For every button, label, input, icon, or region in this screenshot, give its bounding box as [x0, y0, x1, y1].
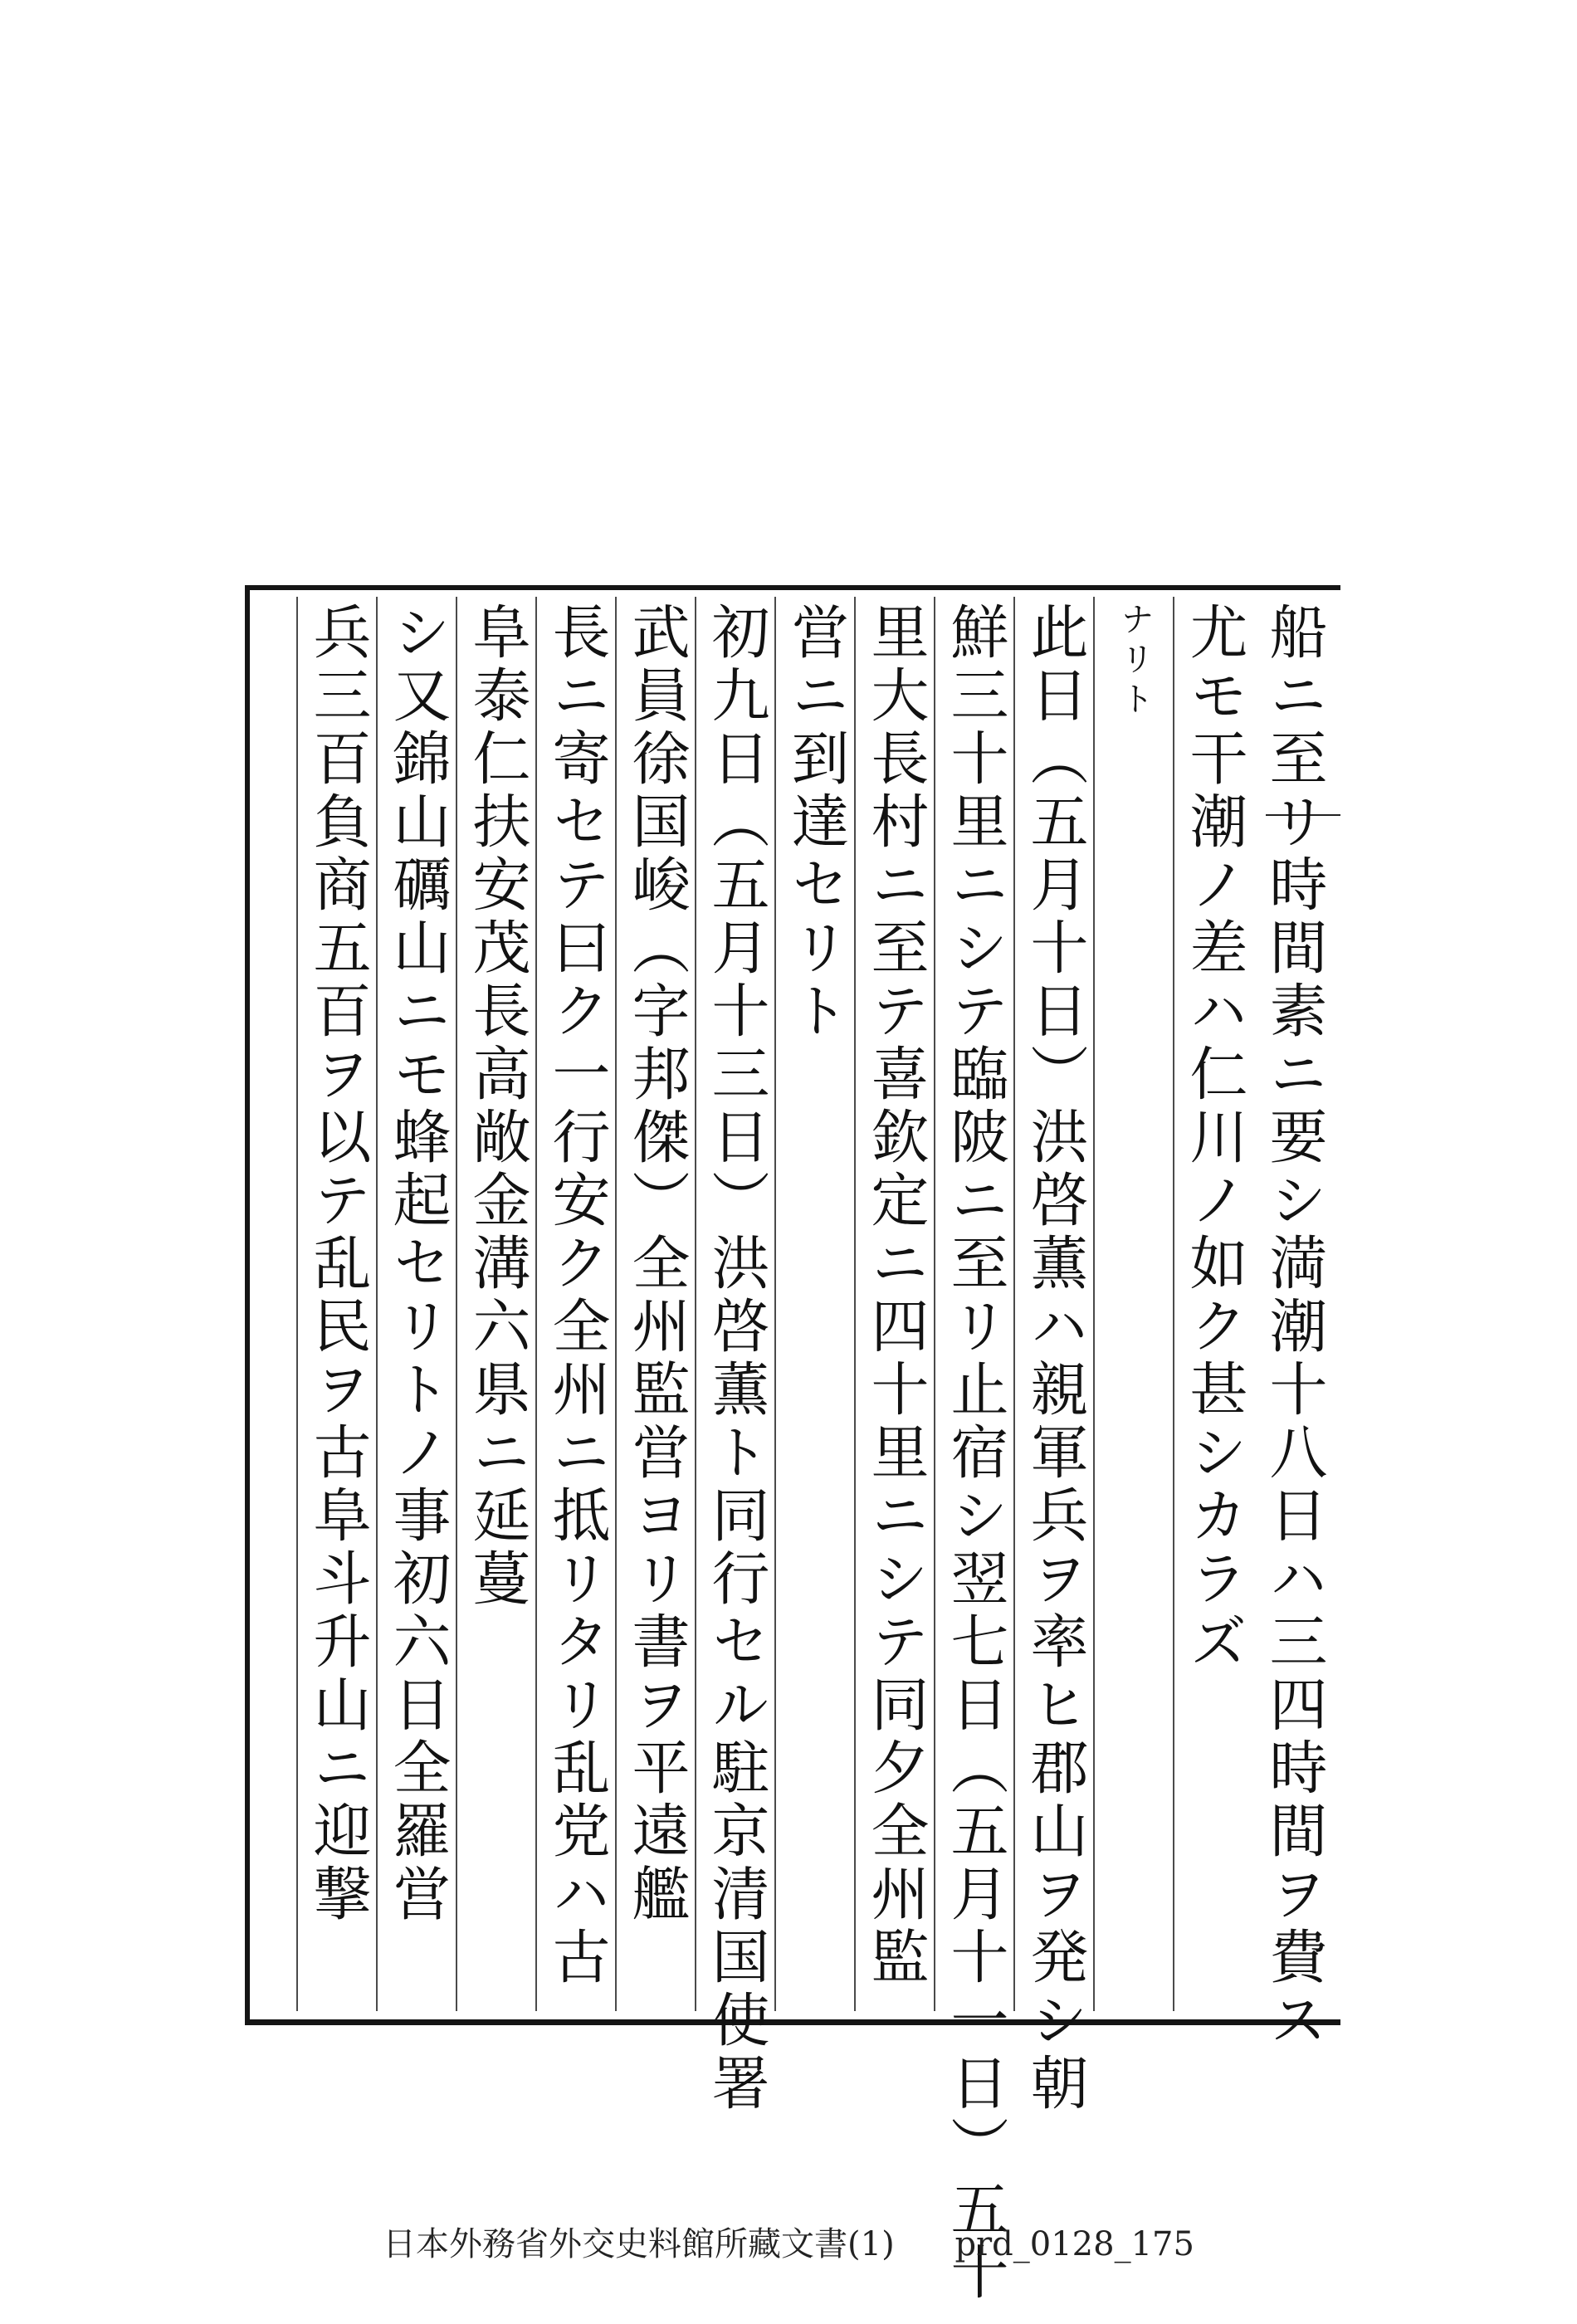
- text-column-5: [934, 597, 1013, 2305]
- text-column-7: [774, 597, 854, 2011]
- archive-citation: 日本外務省外交史料館所藏文書(1): [383, 2225, 895, 2263]
- archive-footer: [0, 2218, 1577, 2265]
- text-column-4: [1013, 597, 1093, 2116]
- column-text: シ又錦山礪山ニモ蜂起セリトノ事初六日全羅営: [383, 602, 452, 1926]
- column-rule: [934, 597, 935, 2011]
- text-column-8: [695, 597, 774, 2116]
- column-text: 此日（五月十日）洪啓薫ハ親軍兵ヲ率ヒ郡山ヲ発シ朝: [1021, 602, 1089, 2116]
- text-column-1: [1252, 597, 1332, 2053]
- text-column-13: [296, 597, 376, 2011]
- column-rule: [1093, 597, 1095, 2011]
- text-column-9: [615, 597, 695, 2011]
- text-column-12: [376, 597, 456, 2011]
- text-column-6: [854, 597, 934, 2011]
- column-rule: [695, 597, 696, 2011]
- text-column-11: [456, 597, 535, 2011]
- column-rule: [456, 597, 457, 2011]
- column-rule: [1173, 597, 1174, 2011]
- column-rule: [854, 597, 856, 2011]
- text-column-3: [1093, 597, 1173, 2011]
- column-text: 長ニ寄セテ曰ク一行安ク全州ニ抵リタリ乱党ハ古: [543, 602, 611, 1990]
- column-text: 初九日（五月十三日）洪啓薫ト同行セル駐京清国使署: [702, 602, 770, 2116]
- column-text: 里大長村ニ至テ喜欽定ニ四十里ニシテ同夕全州監: [862, 602, 930, 1990]
- column-rule: [376, 597, 378, 2011]
- column-rule: [296, 597, 298, 2011]
- column-text: 尤モ干潮ノ差ハ仁川ノ如ク甚シカラズ: [1180, 602, 1248, 1674]
- column-text: 兵三百負商五百ヲ以テ乱民ヲ古阜斗升山ニ迎撃: [304, 602, 372, 1926]
- column-rule: [1013, 597, 1015, 2011]
- column-rule: [535, 597, 537, 2011]
- column-text: 船ニ至リ時間素ニ要シ満潮十八日ハ三四時間ヲ費ス: [1260, 602, 1328, 2053]
- page-identifier: prd_0128_175: [954, 2225, 1194, 2263]
- column-text: 鮮三十里ニシテ臨陂ニ至リ止宿シ翌七日（五月十一日）五十: [941, 602, 1009, 2305]
- column-rule: [615, 597, 617, 2011]
- column-rule: [774, 597, 776, 2011]
- column-text: 阜泰仁扶安茂長高敞金溝六県ニ延蔓: [463, 602, 531, 1611]
- column-text: 武員徐国峻（字邦傑）全州監営ヨリ書ヲ平遠艦: [622, 602, 691, 1926]
- text-column-2: [1173, 597, 1252, 2011]
- column-text: ナリト: [1116, 602, 1154, 721]
- column-text: 営ニ到達セリト: [782, 602, 850, 1043]
- text-column-10: [535, 597, 615, 2011]
